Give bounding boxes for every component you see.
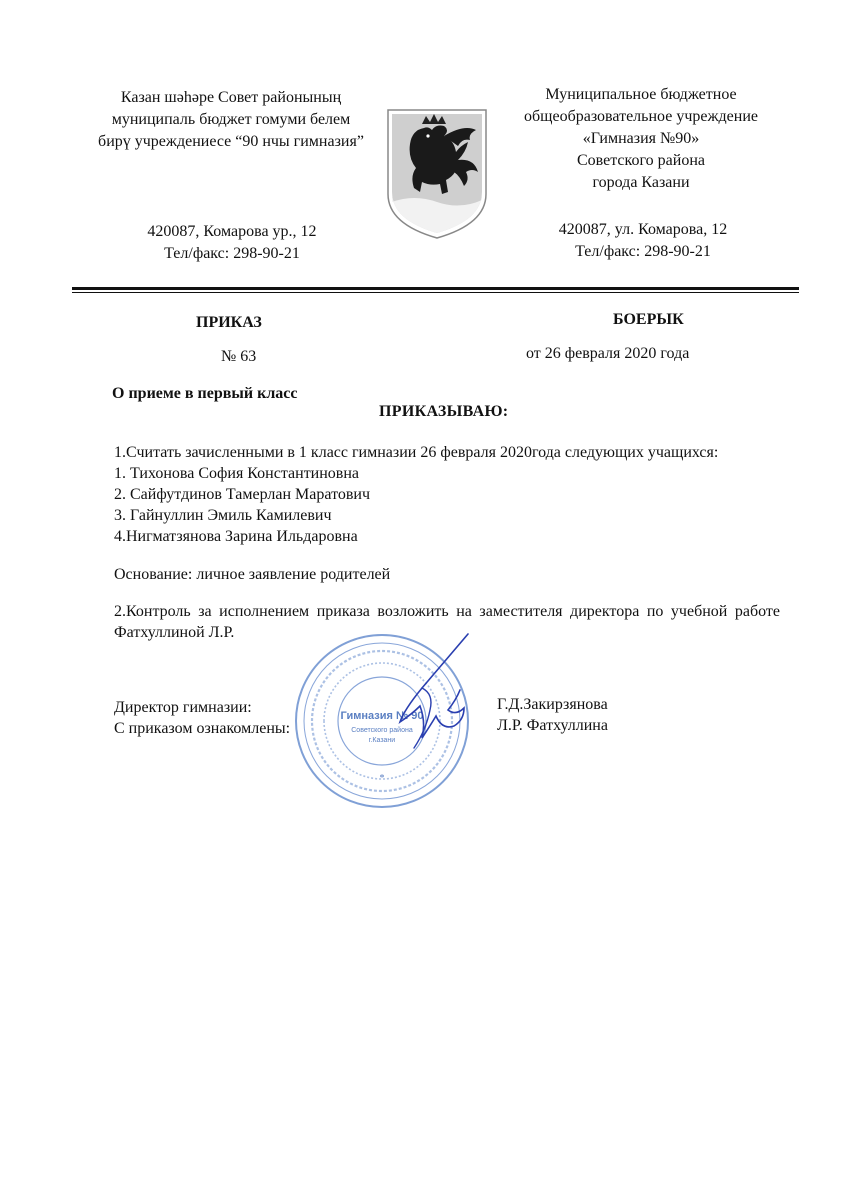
header-right-org bbox=[485, 84, 797, 194]
header-right-line: общеобразовательное учреждение bbox=[524, 108, 758, 125]
header-right-line: «Гимназия №90» bbox=[582, 130, 700, 147]
director-name: Г.Д.Закирзянова bbox=[497, 696, 608, 713]
kazan-coat-of-arms-icon bbox=[384, 106, 490, 242]
order-title-ru: ПРИКАЗ bbox=[196, 314, 262, 331]
signature-labels bbox=[114, 697, 290, 739]
phone-line: Тел/факс: 298-90-21 bbox=[575, 243, 711, 260]
address-line: 420087, ул. Комарова, 12 bbox=[558, 221, 728, 238]
address-line: 420087, Комарова ур., 12 bbox=[147, 223, 317, 240]
order-subject: О приеме в первый класс bbox=[112, 385, 298, 402]
header-right-line: Муниципальное бюджетное bbox=[545, 86, 737, 103]
order-number: № 63 bbox=[221, 348, 257, 365]
order-decree-heading: ПРИКАЗЫВАЮ: bbox=[379, 403, 509, 420]
order-date: от 26 февраля 2020 года bbox=[526, 345, 690, 362]
header-right-line: города Казани bbox=[592, 174, 690, 191]
header-left-line: бирү учреждениесе “90 нчы гимназия” bbox=[98, 133, 364, 150]
signature-names bbox=[497, 694, 608, 736]
paragraph-control: 2.Контроль за исполнением приказа возложить на заместителя директора по учебной работе Фатхуллиной Л.Р. bbox=[114, 603, 780, 641]
list-item: 2. Сайфутдинов Тамерлан Маратович bbox=[114, 486, 371, 503]
director-label: Директор гимназии: bbox=[114, 699, 252, 716]
list-item: 1. Тихонова София Константиновна bbox=[114, 465, 360, 482]
list-item: 3. Гайнуллин Эмиль Камилевич bbox=[114, 507, 332, 524]
stamp-line: Советского района bbox=[351, 727, 413, 734]
header-left-org bbox=[70, 87, 392, 153]
acquainted-label: С приказом ознакомлены: bbox=[114, 720, 291, 737]
director-signature bbox=[360, 630, 490, 770]
student-list bbox=[114, 463, 780, 547]
header-left-line: муниципаль бюджет гомуми белем bbox=[111, 111, 351, 128]
header-left-address bbox=[92, 221, 372, 265]
header-divider-thin bbox=[72, 292, 799, 293]
header-right-address bbox=[508, 219, 778, 263]
header-divider-thick bbox=[72, 287, 799, 290]
svg-text:*: * bbox=[379, 773, 385, 784]
stamp-title: Гимназия № 90 bbox=[340, 710, 424, 722]
header-right-line: Советского района bbox=[577, 152, 705, 169]
header-left-line: Казан шәһәре Совет районының bbox=[120, 89, 342, 106]
paragraph-enrollment: 1.Считать зачисленными в 1 класс гимназии 26 февраля 2020года следующих учащихся: bbox=[114, 444, 719, 461]
phone-line: Тел/факс: 298-90-21 bbox=[164, 245, 300, 262]
paragraph-basis: Основание: личное заявление родителей bbox=[114, 566, 391, 583]
order-title-tt: БОЕРЫК bbox=[613, 311, 684, 328]
acquainted-name: Л.Р. Фатхуллина bbox=[497, 717, 608, 734]
stamp-line: г.Казани bbox=[368, 737, 396, 744]
list-item: 4.Нигматзянова Зарина Ильдаровна bbox=[114, 528, 358, 545]
